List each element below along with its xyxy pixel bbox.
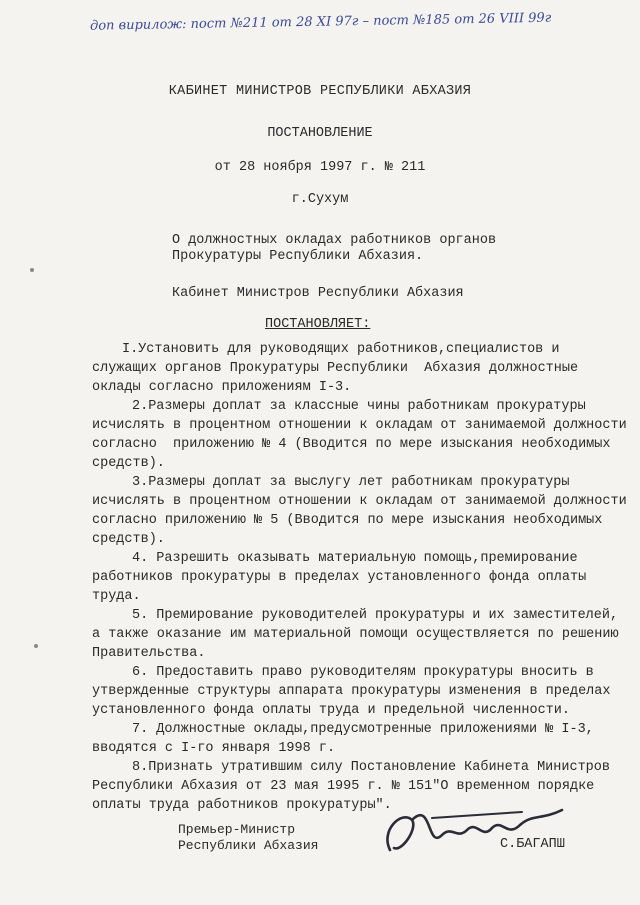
decree-items [92,340,635,815]
paper-speck [30,268,34,272]
decree-item-7: 7. Должностные оклады,предусмотренные приложениями № I-3, вводятся с I-го января 1998 г. [92,722,602,756]
decree-item-5: 5. Премирование руководителей прокуратуры и их заместителей, а также оказание им материальной помощи осуществляется по решению Правительства. [92,608,627,661]
decree-item-3: 3.Размеры доплат за выслугу лет работникам прокуратуры исчислять в процентном отношении к окладам от занимаемой должности согласно приложению № 5 (Вводится по мере изыскания необходимых средств). [92,475,635,547]
signatory-name: С.БАГАПШ [500,837,565,852]
decree-item-6: 6. Предоставить право руководителям прокуратуры вносить в утвержденные структуры аппарата прокуратуры изменения в пределах установленного фонда оплаты труда и предельной численности. [92,665,619,718]
doc-type: ПОСТАНОВЛЕНИЕ [267,126,373,141]
decree-item-8: 8.Признать утратившим силу Постановление Кабинета Министров Республики Абхазия от 23 мая 1995 г. № 151"О временном порядке оплаты труда работников прокуратуры". [92,760,619,813]
decree-item-4: 4. Разрешить оказывать материальную помощь,премирование работников прокуратуры в пределах установленного фонда оплаты труда. [92,551,595,604]
intro-text: Кабинет Министров Республики Абхазия [172,286,464,301]
subject-line-2: Прокуратуры Республики Абхазия. [172,249,424,264]
signatory-position-line-1: Премьер-Министр [178,822,296,837]
decree-item-2: 2.Размеры доплат за классные чины работникам прокуратуры исчислять в процентном отношении к окладам от занимаемой должности согласно приложению № 4 (Вводится по мере изыскания необходимых средств). [92,399,635,471]
subject-line-1: О должностных окладах работников органов [172,233,497,248]
org-title: КАБИНЕТ МИНИСТРОВ РЕСПУБЛИКИ АБХАЗИЯ [168,84,472,99]
paper-speck [34,644,38,648]
city: г.Сухум [291,192,349,207]
decree-heading: ПОСТАНОВЛЯЕТ: [265,317,371,332]
decree-item-1: I.Установить для руководящих работников,специалистов и служащих органов Прокуратуры Республики Абхазия должностные оклады согласно приложениям I-3. [92,342,587,395]
signatory-position [178,822,318,854]
date-number: от 28 ноября 1997 г. № 211 [214,160,426,175]
subject [172,233,496,265]
handwritten-note: доп вирилож: пост №211 от 28 XI 97г – пост №185 от 26 VIII 99г [89,10,552,34]
handwritten-signature [372,790,572,870]
signatory-position-line-2: Республики Абхазия [178,838,319,853]
